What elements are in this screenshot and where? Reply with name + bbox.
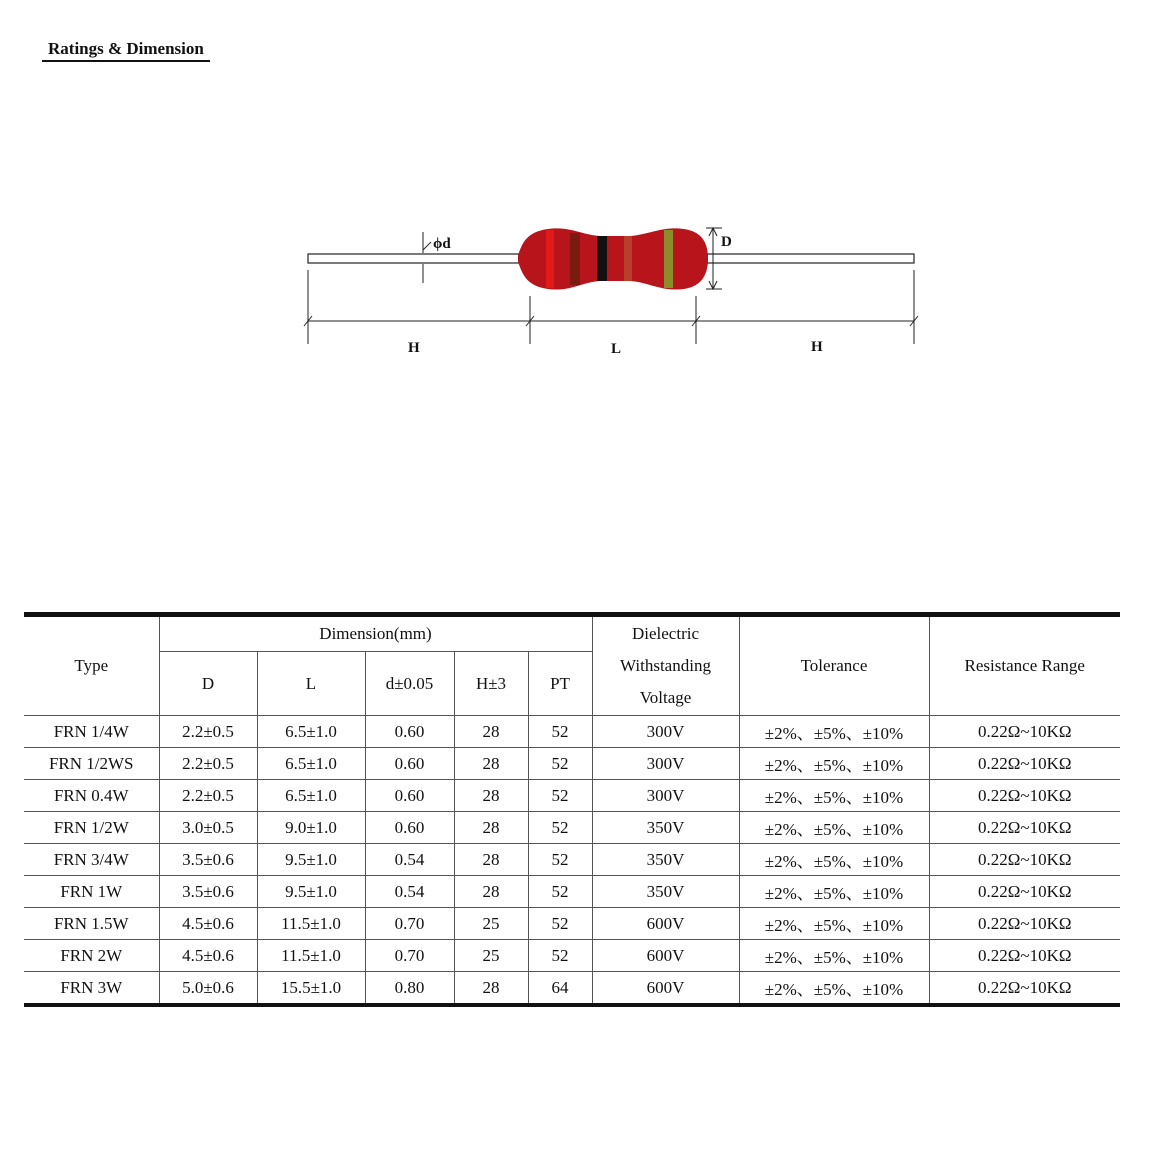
cell-tolerance: ±2%、±5%、±10%	[739, 780, 929, 812]
cell-D: 2.2±0.5	[159, 748, 257, 780]
cell-d: 0.60	[365, 812, 454, 844]
cell-voltage: 600V	[592, 940, 739, 972]
cell-tolerance: ±2%、±5%、±10%	[739, 844, 929, 876]
table-row	[24, 940, 1120, 972]
cell-tolerance: ±2%、±5%、±10%	[739, 812, 929, 844]
cell-PT: 52	[528, 748, 592, 780]
cell-PT: 52	[528, 908, 592, 940]
cell-voltage: 600V	[592, 972, 739, 1006]
cell-PT: 52	[528, 876, 592, 908]
cell-voltage: 600V	[592, 908, 739, 940]
ratings-table	[24, 612, 1120, 1007]
L-label: L	[611, 341, 622, 357]
color-band-2	[570, 233, 580, 285]
cell-H: 28	[454, 844, 528, 876]
table-row	[24, 876, 1120, 908]
resistor-dimension-diagram	[0, 0, 1154, 420]
cell-tolerance: ±2%、±5%、±10%	[739, 908, 929, 940]
cell-d: 0.60	[365, 716, 454, 748]
cell-type: FRN 1.5W	[24, 908, 159, 940]
cell-range: 0.22Ω~10KΩ	[929, 812, 1120, 844]
header-tolerance: Tolerance	[739, 615, 929, 716]
cell-L: 15.5±1.0	[257, 972, 365, 1006]
cell-type: FRN 0.4W	[24, 780, 159, 812]
cell-D: 4.5±0.6	[159, 940, 257, 972]
table-row	[24, 780, 1120, 812]
lead-wire-left	[308, 254, 520, 263]
cell-type: FRN 1/4W	[24, 716, 159, 748]
header-dielectric-line3: Voltage	[639, 688, 692, 707]
cell-tolerance: ±2%、±5%、±10%	[739, 748, 929, 780]
cell-H: 25	[454, 908, 528, 940]
cell-range: 0.22Ω~10KΩ	[929, 940, 1120, 972]
section-title: Ratings & Dimension	[42, 38, 210, 62]
cell-tolerance: ±2%、±5%、±10%	[739, 876, 929, 908]
cell-voltage: 300V	[592, 780, 739, 812]
cell-D: 5.0±0.6	[159, 972, 257, 1006]
header-dielectric-line1: Dielectric	[631, 624, 699, 643]
cell-d: 0.54	[365, 876, 454, 908]
header-D: D	[159, 652, 257, 716]
lead-wire-right	[704, 254, 914, 263]
cell-range: 0.22Ω~10KΩ	[929, 748, 1120, 780]
table-row	[24, 844, 1120, 876]
table-row	[24, 972, 1120, 1006]
color-band-1	[546, 230, 554, 288]
cell-L: 6.5±1.0	[257, 748, 365, 780]
header-d: d±0.05	[365, 652, 454, 716]
cell-H: 28	[454, 972, 528, 1006]
table-row	[24, 908, 1120, 940]
cell-H: 28	[454, 780, 528, 812]
H-right-label: H	[811, 339, 823, 355]
header-dimension: Dimension(mm)	[159, 615, 592, 652]
cell-type: FRN 1/2WS	[24, 748, 159, 780]
cell-type: FRN 1/2W	[24, 812, 159, 844]
cell-PT: 52	[528, 940, 592, 972]
cell-D: 2.2±0.5	[159, 780, 257, 812]
cell-L: 11.5±1.0	[257, 908, 365, 940]
phi-d-label: ϕd	[433, 236, 451, 252]
cell-H: 28	[454, 876, 528, 908]
phi-d-pointer	[423, 242, 431, 250]
cell-range: 0.22Ω~10KΩ	[929, 844, 1120, 876]
H-left-label: H	[408, 340, 420, 356]
color-band-4	[624, 236, 632, 281]
cell-voltage: 350V	[592, 812, 739, 844]
cell-voltage: 350V	[592, 844, 739, 876]
color-band-3	[597, 236, 607, 281]
cell-L: 6.5±1.0	[257, 780, 365, 812]
cell-tolerance: ±2%、±5%、±10%	[739, 972, 929, 1006]
header-PT: PT	[528, 652, 592, 716]
cell-D: 2.2±0.5	[159, 716, 257, 748]
cell-PT: 64	[528, 972, 592, 1006]
cell-L: 9.5±1.0	[257, 844, 365, 876]
cell-H: 25	[454, 940, 528, 972]
cell-d: 0.60	[365, 780, 454, 812]
cell-L: 9.5±1.0	[257, 876, 365, 908]
cell-D: 3.5±0.6	[159, 844, 257, 876]
cell-PT: 52	[528, 780, 592, 812]
cell-range: 0.22Ω~10KΩ	[929, 908, 1120, 940]
cell-PT: 52	[528, 716, 592, 748]
cell-range: 0.22Ω~10KΩ	[929, 780, 1120, 812]
table-body	[24, 716, 1120, 1006]
cell-tolerance: ±2%、±5%、±10%	[739, 716, 929, 748]
cell-L: 11.5±1.0	[257, 940, 365, 972]
header-H: H±3	[454, 652, 528, 716]
cell-range: 0.22Ω~10KΩ	[929, 876, 1120, 908]
cell-voltage: 300V	[592, 748, 739, 780]
table-row	[24, 716, 1120, 748]
cell-d: 0.70	[365, 908, 454, 940]
cell-d: 0.54	[365, 844, 454, 876]
cell-range: 0.22Ω~10KΩ	[929, 972, 1120, 1006]
cell-d: 0.80	[365, 972, 454, 1006]
cell-d: 0.60	[365, 748, 454, 780]
table-row	[24, 748, 1120, 780]
cell-PT: 52	[528, 844, 592, 876]
header-dielectric	[592, 615, 739, 716]
cell-type: FRN 3W	[24, 972, 159, 1006]
cell-type: FRN 1W	[24, 876, 159, 908]
cell-D: 3.0±0.5	[159, 812, 257, 844]
cell-PT: 52	[528, 812, 592, 844]
cell-d: 0.70	[365, 940, 454, 972]
D-label: D	[721, 234, 732, 250]
cell-voltage: 350V	[592, 876, 739, 908]
cell-tolerance: ±2%、±5%、±10%	[739, 940, 929, 972]
cell-L: 6.5±1.0	[257, 716, 365, 748]
header-L: L	[257, 652, 365, 716]
cell-range: 0.22Ω~10KΩ	[929, 716, 1120, 748]
header-resistance-range: Resistance Range	[929, 615, 1120, 716]
header-dielectric-line2: Withstanding	[620, 656, 711, 675]
cell-H: 28	[454, 812, 528, 844]
cell-type: FRN 3/4W	[24, 844, 159, 876]
cell-H: 28	[454, 748, 528, 780]
cell-voltage: 300V	[592, 716, 739, 748]
table-row	[24, 812, 1120, 844]
color-band-5	[664, 230, 673, 288]
header-type: Type	[24, 615, 159, 716]
cell-D: 3.5±0.6	[159, 876, 257, 908]
table-header	[24, 615, 1120, 716]
cell-H: 28	[454, 716, 528, 748]
cell-D: 4.5±0.6	[159, 908, 257, 940]
cell-type: FRN 2W	[24, 940, 159, 972]
cell-L: 9.0±1.0	[257, 812, 365, 844]
